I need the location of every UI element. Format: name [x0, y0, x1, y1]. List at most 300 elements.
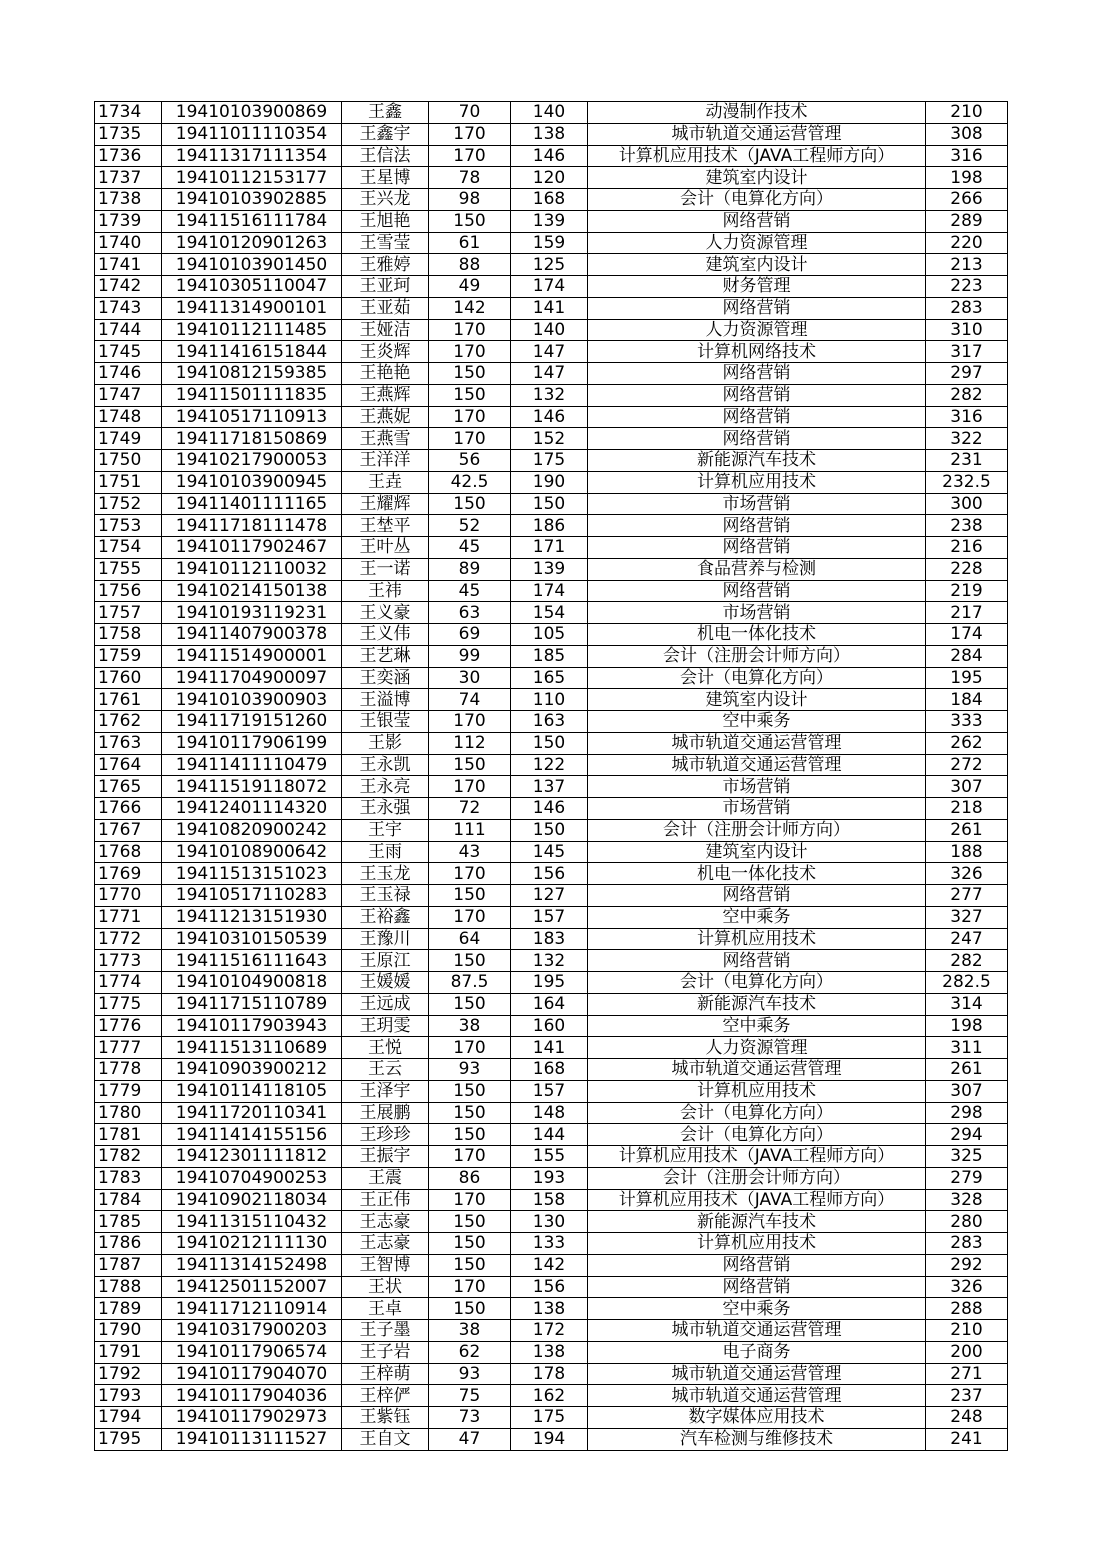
table-row [95, 1341, 1008, 1363]
score-b-cell: 139 [511, 210, 588, 232]
name-cell: 王震 [342, 1167, 429, 1189]
total-cell: 247 [926, 928, 1008, 950]
total-cell: 218 [926, 798, 1008, 820]
score-b-cell: 144 [511, 1124, 588, 1146]
exam-id-cell: 19411407900378 [162, 624, 342, 646]
name-cell: 王展鹏 [342, 1102, 429, 1124]
score-a-cell: 45 [429, 537, 511, 559]
table-row [95, 928, 1008, 950]
score-a-cell: 150 [429, 1080, 511, 1102]
score-b-cell: 157 [511, 906, 588, 928]
total-cell: 325 [926, 1146, 1008, 1168]
score-b-cell: 155 [511, 1146, 588, 1168]
table-row [95, 645, 1008, 667]
score-b-cell: 160 [511, 1015, 588, 1037]
score-b-cell: 127 [511, 885, 588, 907]
major-cell: 网络营销 [588, 537, 926, 559]
total-cell: 283 [926, 1233, 1008, 1255]
score-b-cell: 146 [511, 406, 588, 428]
exam-id-cell: 19410117906574 [162, 1341, 342, 1363]
exam-id-cell: 19410103902885 [162, 189, 342, 211]
exam-id-cell: 19410812159385 [162, 363, 342, 385]
table-row [95, 493, 1008, 515]
total-cell: 277 [926, 885, 1008, 907]
score-a-cell: 73 [429, 1407, 511, 1429]
table-row [95, 167, 1008, 189]
major-cell: 网络营销 [588, 950, 926, 972]
score-b-cell: 138 [511, 123, 588, 145]
major-cell: 网络营销 [588, 580, 926, 602]
name-cell: 王玉龙 [342, 863, 429, 885]
name-cell: 王燕妮 [342, 406, 429, 428]
seq-cell: 1790 [95, 1320, 162, 1342]
table-row [95, 1211, 1008, 1233]
table-row [95, 1080, 1008, 1102]
exam-id-cell: 19410117902973 [162, 1407, 342, 1429]
name-cell: 王振宇 [342, 1146, 429, 1168]
seq-cell: 1750 [95, 450, 162, 472]
score-a-cell: 42.5 [429, 471, 511, 493]
major-cell: 会计（电算化方向） [588, 189, 926, 211]
table-row [95, 863, 1008, 885]
name-cell: 王自文 [342, 1428, 429, 1450]
name-cell: 王艺琳 [342, 645, 429, 667]
table-row [95, 319, 1008, 341]
score-b-cell: 164 [511, 993, 588, 1015]
name-cell: 王梓俨 [342, 1385, 429, 1407]
exam-id-cell: 19410108900642 [162, 841, 342, 863]
score-a-cell: 70 [429, 102, 511, 124]
table-row [95, 537, 1008, 559]
table-row [95, 950, 1008, 972]
exam-id-cell: 19411516111784 [162, 210, 342, 232]
exam-id-cell: 19411720110341 [162, 1102, 342, 1124]
score-b-cell: 140 [511, 102, 588, 124]
total-cell: 216 [926, 537, 1008, 559]
score-a-cell: 78 [429, 167, 511, 189]
total-cell: 220 [926, 232, 1008, 254]
table-row [95, 993, 1008, 1015]
score-a-cell: 170 [429, 341, 511, 363]
name-cell: 王宇 [342, 819, 429, 841]
exam-id-cell: 19412501152007 [162, 1276, 342, 1298]
seq-cell: 1758 [95, 624, 162, 646]
seq-cell: 1739 [95, 210, 162, 232]
major-cell: 网络营销 [588, 885, 926, 907]
exam-id-cell: 19410820900242 [162, 819, 342, 841]
exam-id-cell: 19410120901263 [162, 232, 342, 254]
name-cell: 王祎 [342, 580, 429, 602]
major-cell: 空中乘务 [588, 906, 926, 928]
exam-id-cell: 19411401111165 [162, 493, 342, 515]
name-cell: 王裕鑫 [342, 906, 429, 928]
score-a-cell: 93 [429, 1363, 511, 1385]
table-row [95, 297, 1008, 319]
table-row [95, 1037, 1008, 1059]
score-a-cell: 150 [429, 1124, 511, 1146]
exam-id-cell: 19410114118105 [162, 1080, 342, 1102]
score-b-cell: 138 [511, 1341, 588, 1363]
exam-id-cell: 19411414155156 [162, 1124, 342, 1146]
major-cell: 网络营销 [588, 406, 926, 428]
table-row [95, 776, 1008, 798]
score-b-cell: 175 [511, 1407, 588, 1429]
seq-cell: 1755 [95, 558, 162, 580]
seq-cell: 1738 [95, 189, 162, 211]
score-b-cell: 150 [511, 819, 588, 841]
score-b-cell: 175 [511, 450, 588, 472]
score-a-cell: 45 [429, 580, 511, 602]
name-cell: 王燕雪 [342, 428, 429, 450]
name-cell: 王云 [342, 1059, 429, 1081]
total-cell: 174 [926, 624, 1008, 646]
exam-id-cell: 19411416151844 [162, 341, 342, 363]
table-row [95, 558, 1008, 580]
table-row [95, 906, 1008, 928]
name-cell: 王志豪 [342, 1211, 429, 1233]
name-cell: 王永强 [342, 798, 429, 820]
table-row [95, 123, 1008, 145]
exam-id-cell: 19410113111527 [162, 1428, 342, 1450]
score-a-cell: 170 [429, 711, 511, 733]
score-a-cell: 150 [429, 993, 511, 1015]
total-cell: 283 [926, 297, 1008, 319]
total-cell: 282 [926, 950, 1008, 972]
score-a-cell: 88 [429, 254, 511, 276]
exam-id-cell: 19411501111835 [162, 384, 342, 406]
exam-id-cell: 19411411110479 [162, 754, 342, 776]
score-b-cell: 147 [511, 363, 588, 385]
seq-cell: 1767 [95, 819, 162, 841]
exam-id-cell: 19410193119231 [162, 602, 342, 624]
total-cell: 311 [926, 1037, 1008, 1059]
major-cell: 计算机应用技术 [588, 1233, 926, 1255]
major-cell: 网络营销 [588, 210, 926, 232]
score-a-cell: 150 [429, 363, 511, 385]
table-row [95, 972, 1008, 994]
seq-cell: 1785 [95, 1211, 162, 1233]
score-b-cell: 172 [511, 1320, 588, 1342]
table-row [95, 624, 1008, 646]
exam-id-cell: 19410317900203 [162, 1320, 342, 1342]
score-b-cell: 178 [511, 1363, 588, 1385]
score-a-cell: 170 [429, 863, 511, 885]
score-b-cell: 168 [511, 1059, 588, 1081]
seq-cell: 1756 [95, 580, 162, 602]
total-cell: 210 [926, 1320, 1008, 1342]
score-b-cell: 156 [511, 1276, 588, 1298]
table-row [95, 1428, 1008, 1450]
score-a-cell: 150 [429, 1298, 511, 1320]
name-cell: 王状 [342, 1276, 429, 1298]
total-cell: 326 [926, 1276, 1008, 1298]
score-a-cell: 38 [429, 1320, 511, 1342]
table-row [95, 885, 1008, 907]
total-cell: 238 [926, 515, 1008, 537]
name-cell: 王子岩 [342, 1341, 429, 1363]
major-cell: 会计（注册会计师方向） [588, 1167, 926, 1189]
name-cell: 王永凯 [342, 754, 429, 776]
total-cell: 198 [926, 1015, 1008, 1037]
seq-cell: 1762 [95, 711, 162, 733]
table-row [95, 819, 1008, 841]
score-b-cell: 120 [511, 167, 588, 189]
exam-id-cell: 19411718111478 [162, 515, 342, 537]
table-row [95, 254, 1008, 276]
total-cell: 188 [926, 841, 1008, 863]
major-cell: 城市轨道交通运营管理 [588, 1363, 926, 1385]
table-row [95, 732, 1008, 754]
total-cell: 261 [926, 1059, 1008, 1081]
exam-id-cell: 19411317111354 [162, 145, 342, 167]
table-row [95, 1189, 1008, 1211]
total-cell: 228 [926, 558, 1008, 580]
exam-id-cell: 19412401114320 [162, 798, 342, 820]
table-row [95, 406, 1008, 428]
name-cell: 王玥雯 [342, 1015, 429, 1037]
table-row [95, 276, 1008, 298]
major-cell: 新能源汽车技术 [588, 1211, 926, 1233]
total-cell: 232.5 [926, 471, 1008, 493]
seq-cell: 1782 [95, 1146, 162, 1168]
score-b-cell: 125 [511, 254, 588, 276]
major-cell: 市场营销 [588, 798, 926, 820]
exam-id-cell: 19410212111130 [162, 1233, 342, 1255]
score-a-cell: 111 [429, 819, 511, 841]
total-cell: 213 [926, 254, 1008, 276]
exam-id-cell: 19411715110789 [162, 993, 342, 1015]
total-cell: 200 [926, 1341, 1008, 1363]
name-cell: 王鑫宇 [342, 123, 429, 145]
major-cell: 空中乘务 [588, 1298, 926, 1320]
score-b-cell: 162 [511, 1385, 588, 1407]
name-cell: 王埜平 [342, 515, 429, 537]
total-cell: 294 [926, 1124, 1008, 1146]
score-a-cell: 99 [429, 645, 511, 667]
major-cell: 会计（电算化方向） [588, 667, 926, 689]
score-a-cell: 170 [429, 319, 511, 341]
major-cell: 城市轨道交通运营管理 [588, 1320, 926, 1342]
table-row [95, 1407, 1008, 1429]
seq-cell: 1786 [95, 1233, 162, 1255]
name-cell: 王鑫 [342, 102, 429, 124]
score-b-cell: 195 [511, 972, 588, 994]
major-cell: 计算机应用技术（JAVA工程师方向） [588, 145, 926, 167]
score-a-cell: 170 [429, 776, 511, 798]
score-b-cell: 105 [511, 624, 588, 646]
name-cell: 王原江 [342, 950, 429, 972]
score-b-cell: 140 [511, 319, 588, 341]
score-a-cell: 150 [429, 1254, 511, 1276]
score-b-cell: 132 [511, 384, 588, 406]
exam-id-cell: 19410517110913 [162, 406, 342, 428]
table-row [95, 363, 1008, 385]
score-a-cell: 72 [429, 798, 511, 820]
name-cell: 王溢博 [342, 689, 429, 711]
seq-cell: 1754 [95, 537, 162, 559]
total-cell: 280 [926, 1211, 1008, 1233]
name-cell: 王雅婷 [342, 254, 429, 276]
table-row [95, 711, 1008, 733]
name-cell: 王亚茹 [342, 297, 429, 319]
seq-cell: 1772 [95, 928, 162, 950]
score-a-cell: 170 [429, 428, 511, 450]
name-cell: 王洋洋 [342, 450, 429, 472]
score-a-cell: 170 [429, 1037, 511, 1059]
major-cell: 城市轨道交通运营管理 [588, 732, 926, 754]
major-cell: 城市轨道交通运营管理 [588, 1059, 926, 1081]
total-cell: 298 [926, 1102, 1008, 1124]
total-cell: 316 [926, 145, 1008, 167]
score-a-cell: 98 [429, 189, 511, 211]
table-row [95, 1233, 1008, 1255]
total-cell: 262 [926, 732, 1008, 754]
score-b-cell: 183 [511, 928, 588, 950]
major-cell: 空中乘务 [588, 711, 926, 733]
seq-cell: 1761 [95, 689, 162, 711]
name-cell: 王悦 [342, 1037, 429, 1059]
seq-cell: 1773 [95, 950, 162, 972]
exam-id-cell: 19410104900818 [162, 972, 342, 994]
table-row [95, 841, 1008, 863]
total-cell: 284 [926, 645, 1008, 667]
score-b-cell: 146 [511, 145, 588, 167]
score-a-cell: 49 [429, 276, 511, 298]
score-a-cell: 56 [429, 450, 511, 472]
seq-cell: 1764 [95, 754, 162, 776]
score-b-cell: 146 [511, 798, 588, 820]
total-cell: 300 [926, 493, 1008, 515]
exam-id-cell: 19410903900212 [162, 1059, 342, 1081]
score-a-cell: 64 [429, 928, 511, 950]
exam-id-cell: 19410103900903 [162, 689, 342, 711]
major-cell: 新能源汽车技术 [588, 450, 926, 472]
seq-cell: 1789 [95, 1298, 162, 1320]
exam-id-cell: 19411704900097 [162, 667, 342, 689]
seq-cell: 1747 [95, 384, 162, 406]
score-b-cell: 137 [511, 776, 588, 798]
seq-cell: 1760 [95, 667, 162, 689]
table-row [95, 580, 1008, 602]
score-b-cell: 157 [511, 1080, 588, 1102]
table-row [95, 210, 1008, 232]
score-b-cell: 139 [511, 558, 588, 580]
total-cell: 272 [926, 754, 1008, 776]
name-cell: 王雨 [342, 841, 429, 863]
total-cell: 279 [926, 1167, 1008, 1189]
name-cell: 王亚珂 [342, 276, 429, 298]
score-b-cell: 145 [511, 841, 588, 863]
name-cell: 王义豪 [342, 602, 429, 624]
seq-cell: 1776 [95, 1015, 162, 1037]
exam-id-cell: 19411519118072 [162, 776, 342, 798]
table-row [95, 1124, 1008, 1146]
name-cell: 王永亮 [342, 776, 429, 798]
score-a-cell: 142 [429, 297, 511, 319]
total-cell: 261 [926, 819, 1008, 841]
seq-cell: 1777 [95, 1037, 162, 1059]
name-cell: 王一诺 [342, 558, 429, 580]
score-b-cell: 147 [511, 341, 588, 363]
score-a-cell: 87.5 [429, 972, 511, 994]
seq-cell: 1778 [95, 1059, 162, 1081]
total-cell: 184 [926, 689, 1008, 711]
total-cell: 223 [926, 276, 1008, 298]
seq-cell: 1749 [95, 428, 162, 450]
score-a-cell: 170 [429, 123, 511, 145]
table-row [95, 515, 1008, 537]
table-row [95, 667, 1008, 689]
score-a-cell: 170 [429, 1276, 511, 1298]
name-cell: 王远成 [342, 993, 429, 1015]
exam-id-cell: 19410112111485 [162, 319, 342, 341]
table-row [95, 1385, 1008, 1407]
seq-cell: 1742 [95, 276, 162, 298]
exam-id-cell: 19410902118034 [162, 1189, 342, 1211]
name-cell: 王叶丛 [342, 537, 429, 559]
exam-id-cell: 19410112110032 [162, 558, 342, 580]
seq-cell: 1757 [95, 602, 162, 624]
name-cell: 王正伟 [342, 1189, 429, 1211]
seq-cell: 1788 [95, 1276, 162, 1298]
total-cell: 282.5 [926, 972, 1008, 994]
score-a-cell: 89 [429, 558, 511, 580]
score-b-cell: 158 [511, 1189, 588, 1211]
name-cell: 王燕辉 [342, 384, 429, 406]
score-b-cell: 141 [511, 297, 588, 319]
major-cell: 电子商务 [588, 1341, 926, 1363]
score-a-cell: 150 [429, 493, 511, 515]
table-row [95, 384, 1008, 406]
major-cell: 建筑室内设计 [588, 841, 926, 863]
major-cell: 计算机应用技术 [588, 471, 926, 493]
total-cell: 210 [926, 102, 1008, 124]
total-cell: 248 [926, 1407, 1008, 1429]
table-row [95, 102, 1008, 124]
seq-cell: 1759 [95, 645, 162, 667]
exam-id-cell: 19411314152498 [162, 1254, 342, 1276]
score-a-cell: 170 [429, 145, 511, 167]
major-cell: 建筑室内设计 [588, 167, 926, 189]
total-cell: 308 [926, 123, 1008, 145]
exam-id-cell: 19410112153177 [162, 167, 342, 189]
seq-cell: 1752 [95, 493, 162, 515]
major-cell: 城市轨道交通运营管理 [588, 1385, 926, 1407]
score-a-cell: 74 [429, 689, 511, 711]
table-row [95, 1146, 1008, 1168]
table-row [95, 189, 1008, 211]
name-cell: 王星博 [342, 167, 429, 189]
table-row [95, 754, 1008, 776]
exam-id-cell: 19410305110047 [162, 276, 342, 298]
seq-cell: 1746 [95, 363, 162, 385]
total-cell: 314 [926, 993, 1008, 1015]
major-cell: 城市轨道交通运营管理 [588, 754, 926, 776]
total-cell: 289 [926, 210, 1008, 232]
seq-cell: 1744 [95, 319, 162, 341]
seq-cell: 1734 [95, 102, 162, 124]
table-row [95, 450, 1008, 472]
exam-id-cell: 19410217900053 [162, 450, 342, 472]
major-cell: 机电一体化技术 [588, 863, 926, 885]
total-cell: 231 [926, 450, 1008, 472]
seq-cell: 1735 [95, 123, 162, 145]
total-cell: 271 [926, 1363, 1008, 1385]
major-cell: 动漫制作技术 [588, 102, 926, 124]
major-cell: 人力资源管理 [588, 232, 926, 254]
name-cell: 王耀辉 [342, 493, 429, 515]
exam-id-cell: 19410103901450 [162, 254, 342, 276]
